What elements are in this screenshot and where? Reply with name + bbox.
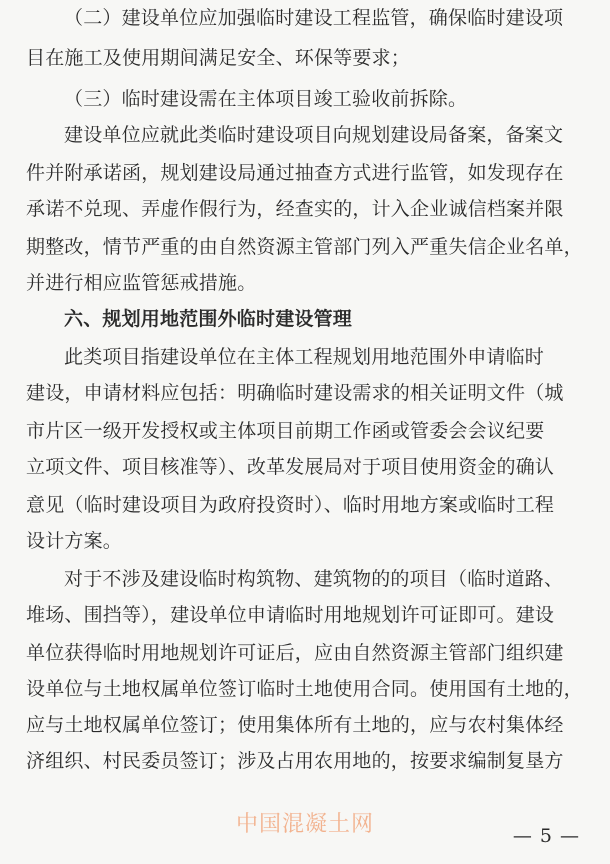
text-line: 对于不涉及建设临时构筑物、建筑物的的项目（临时道路、 [64, 568, 564, 590]
text-line: 设计方案。 [26, 530, 123, 552]
text-line: 应与土地权属单位签订；使用集体所有土地的，应与农村集体经 [26, 714, 564, 736]
text-line: 堆场、围挡等），建设单位申请临时用地规划许可证即可。建设 [26, 604, 555, 626]
section-heading: 六、规划用地范围外临时建设管理 [64, 308, 353, 330]
page-number: — 5 — [512, 825, 580, 847]
text-line: （三）临时建设需在主体项目竣工验收前拆除。 [64, 88, 468, 110]
text-line: 件并附承诺函，规划建设局通过抽查方式进行监管，如发现存在 [26, 162, 564, 184]
text-line: 建设，申请材料应包括：明确临时建设需求的相关证明文件（城 [26, 382, 564, 404]
text-line: （二）建设单位应加强临时建设工程监管，确保临时建设项 [64, 7, 564, 29]
watermark: 中国混凝土网 [235, 812, 374, 837]
text-line: 目在施工及使用期间满足安全、环保等要求； [26, 47, 411, 69]
text-line: 市片区一级开发授权或主体项目前期工作函或管委会会议纪要 [26, 420, 545, 442]
text-line: 设单位与土地权属单位签订临时土地使用合同。使用国有土地的， [26, 678, 583, 700]
text-line: 单位获得临时用地规划许可证后，应由自然资源主管部门组织建 [26, 642, 564, 664]
text-line: 此类项目指建设单位在主体工程规划用地范围外申请临时 [64, 346, 545, 368]
text-line: 并进行相应监管惩戒措施。 [26, 272, 257, 294]
text-line: 意见（临时建设项目为政府投资时）、临时用地方案或临时工程 [26, 494, 555, 516]
text-line: 期整改，情节严重的由自然资源主管部门列入严重失信企业名单， [26, 236, 583, 258]
text-line: 承诺不兑现、弄虚作假行为，经查实的，计入企业诚信档案并限 [26, 198, 564, 220]
text-line: 立项文件、项目核准等）、改革发展局对于项目使用资金的确认 [26, 456, 555, 478]
text-line: 济组织、村民委员签订；涉及占用农用地的，按要求编制复垦方 [26, 750, 564, 772]
text-line: 建设单位应就此类临时建设项目向规划建设局备案，备案文 [64, 124, 564, 146]
